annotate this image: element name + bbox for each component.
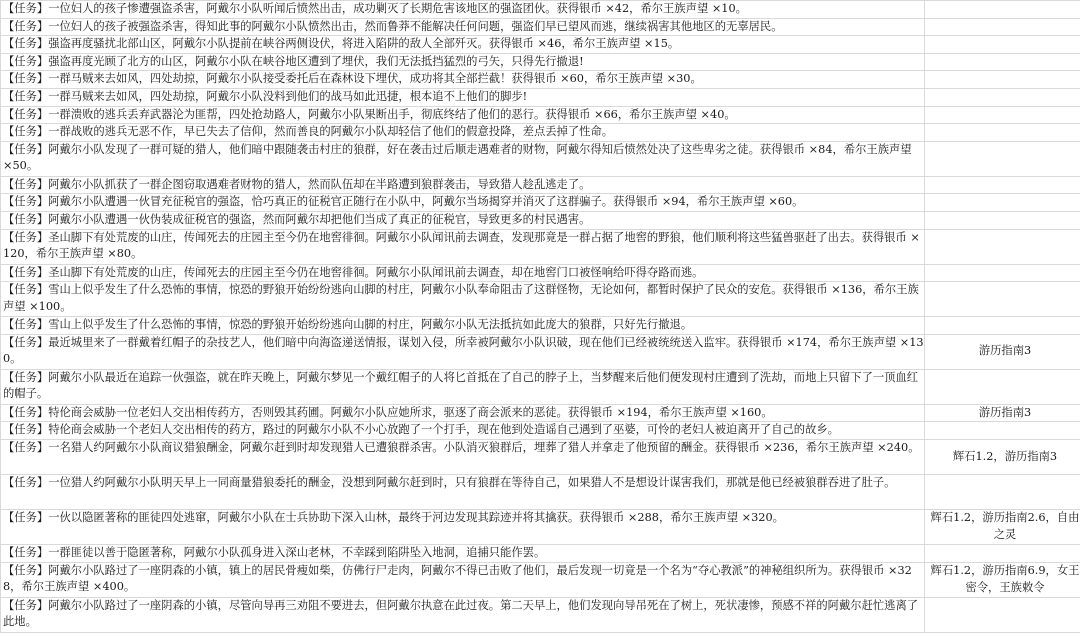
table-row: [1, 544, 1080, 562]
table-row: [1, 439, 1080, 474]
reward-cell[interactable]: [925, 229, 1080, 264]
reward-cell[interactable]: [925, 544, 1080, 562]
reward-cell[interactable]: 辉石1.2，游历指南6.9，女王密令，王族敕令: [925, 562, 1080, 597]
reward-cell[interactable]: [925, 71, 1080, 89]
reward-cell[interactable]: [925, 36, 1080, 54]
task-description-cell[interactable]: 【任务】阿戴尔小队路过了一座阴森的小镇，尽管向导再三劝阻不要进去，但阿戴尔执意在此过夜。第二天早上，他们发现向导吊死在了树上，死状凄惨，预感不祥的阿戴尔赶忙逃离了此地。: [1, 597, 925, 632]
table-row: [1, 369, 1080, 404]
table-row: [1, 562, 1080, 597]
reward-cell[interactable]: [925, 282, 1080, 317]
table-row: [1, 53, 1080, 71]
table-row: [1, 282, 1080, 317]
table-row: [1, 36, 1080, 54]
table-row: [1, 229, 1080, 264]
table-row: [1, 597, 1080, 632]
table-row: [1, 509, 1080, 544]
reward-cell[interactable]: [925, 194, 1080, 212]
task-description-cell[interactable]: 【任务】阿戴尔小队遭遇一伙伪装成征税官的强盗，然而阿戴尔却把他们当成了真正的征税官，导致更多的村民遇害。: [1, 211, 925, 229]
task-description-cell[interactable]: 【任务】一群马贼来去如风，四处劫掠，阿戴尔小队接受委托后在森林设下埋伏，成功将其全部拦截！获得银币 ×60，希尔王族声望 ×30。: [1, 71, 925, 89]
table-row: [1, 211, 1080, 229]
reward-cell[interactable]: [925, 317, 1080, 335]
table-row: [1, 124, 1080, 142]
task-description-cell[interactable]: 【任务】雪山上似乎发生了什么恐怖的事情，惊恐的野狼开始纷纷逃向山脚的村庄，阿戴尔小队奉命阻击了这群怪物，无论如何，都暂时保护了民众的安危。获得银币 ×136，希尔王族声望 ×100。: [1, 282, 925, 317]
task-description-cell[interactable]: 【任务】一群战败的逃兵无恶不作，早已失去了信仰，然而善良的阿戴尔小队却轻信了他们的假意投降，差点丢掉了性命。: [1, 124, 925, 142]
task-description-cell[interactable]: 【任务】阿戴尔小队最近在追踪一伙强盗，就在昨天晚上，阿戴尔梦见一个戴红帽子的人将匕首抵在了自己的脖子上，当梦醒来后他们便发现村庄遭到了洗劫，而地上只留下了一顶血红的帽子。: [1, 369, 925, 404]
task-description-cell[interactable]: 【任务】一位妇人的孩子惨遭强盗杀害，阿戴尔小队听闻后愤然出击，成功剿灭了长期危害该地区的强盗团伙。获得银币 ×42，希尔王族声望 ×10。: [1, 1, 925, 19]
table-row: [1, 176, 1080, 194]
reward-cell[interactable]: 辉石1.2，游历指南3: [925, 439, 1080, 474]
table-row: [1, 141, 1080, 176]
task-description-cell[interactable]: 【任务】一群匪徒以善于隐匿著称，阿戴尔小队孤身进入深山老林，不幸踩到陷阱坠入地洞，追捕只能作罢。: [1, 544, 925, 562]
reward-cell[interactable]: [925, 88, 1080, 106]
reward-cell[interactable]: [925, 597, 1080, 632]
reward-cell[interactable]: [925, 369, 1080, 404]
reward-cell[interactable]: [925, 211, 1080, 229]
task-description-cell[interactable]: 【任务】阿戴尔小队发现了一群可疑的猎人，他们暗中跟随袭击村庄的狼群，好在袭击过后顺走遇难者的财物，阿戴尔得知后愤然处决了这些卑劣之徒。获得银币 ×84，希尔王族声望 ×50。: [1, 141, 925, 176]
task-description-cell[interactable]: 【任务】强盗再度光顾了北方的山区，阿戴尔小队在峡谷地区遭到了埋伏，我们无法抵挡猛烈的弓矢，只得先行撤退!: [1, 53, 925, 71]
reward-cell[interactable]: 辉石1.2，游历指南2.6，自由之灵: [925, 509, 1080, 544]
reward-cell[interactable]: [925, 474, 1080, 509]
table-row: [1, 264, 1080, 282]
table-row: [1, 88, 1080, 106]
task-description-cell[interactable]: 【任务】圣山脚下有处荒废的山庄，传闻死去的庄园主至今仍在地窖徘徊。阿戴尔小队闻讯前去调查，却在地窖门口被怪响给吓得夺路而逃。: [1, 264, 925, 282]
task-description-cell[interactable]: 【任务】最近城里来了一群戴着红帽子的杂技艺人，他们暗中向海盗递送情报，谋划入侵，所幸被阿戴尔小队识破，现在他们已经被统统送入监牢。获得银币 ×174，希尔王族声望 ×130。: [1, 334, 925, 369]
table-row: [1, 334, 1080, 369]
task-description-cell[interactable]: 【任务】一名猎人约阿戴尔小队商议猎狼酬金，阿戴尔赶到时却发现猎人已遭狼群杀害。小队消灭狼群后，埋葬了猎人并拿走了他预留的酬金。获得银币 ×236，希尔王族声望 ×240。: [1, 439, 925, 474]
reward-cell[interactable]: [925, 176, 1080, 194]
task-description-cell[interactable]: 【任务】一伙以隐匿著称的匪徒四处逃窜，阿戴尔小队在士兵协助下深入山林，最终于河边发现其踪迹并将其擒获。获得银币 ×288，希尔王族声望 ×320。: [1, 509, 925, 544]
task-description-cell[interactable]: 【任务】阿戴尔小队路过了一座阴森的小镇，镇上的居民骨瘦如柴，仿佛行尸走肉，阿戴尔不得已击败了他们，最后发现一切竟是一个名为“夺心教派”的神秘组织所为。获得银币 ×328，希尔王族声望 ×400。: [1, 562, 925, 597]
task-description-cell[interactable]: 【任务】一位妇人的孩子被强盗杀害，得知此事的阿戴尔小队愤然出击，然而鲁莽不能解决任何问题，强盗们早已望风而逃，继续祸害其他地区的无辜居民。: [1, 18, 925, 36]
reward-cell[interactable]: [925, 141, 1080, 176]
table-row: [1, 404, 1080, 422]
table-row: [1, 194, 1080, 212]
reward-cell[interactable]: [925, 18, 1080, 36]
reward-cell[interactable]: 游历指南3: [925, 404, 1080, 422]
task-description-cell[interactable]: 【任务】一位猎人约阿戴尔小队明天早上一同商量猎狼委托的酬金，没想到阿戴尔赶到时，只有狼群在等待自己，如果猎人不是想设计谋害我们，那就是他已经被狼群吞进了肚子。: [1, 474, 925, 509]
task-description-cell[interactable]: 【任务】阿戴尔小队抓获了一群企图窃取遇难者财物的猎人，然而队伍却在半路遭到狼群袭击，导致猎人趁乱逃走了。: [1, 176, 925, 194]
reward-cell[interactable]: 游历指南3: [925, 334, 1080, 369]
task-description-cell[interactable]: 【任务】圣山脚下有处荒废的山庄，传闻死去的庄园主至今仍在地窖徘徊。阿戴尔小队闻讯前去调查，发现那竟是一群占据了地窖的野狼，他们顺利将这些猛兽驱赶了出去。获得银币 ×120，希尔王族声望 ×80。: [1, 229, 925, 264]
table-row: [1, 18, 1080, 36]
reward-cell[interactable]: [925, 106, 1080, 124]
task-description-cell[interactable]: 【任务】一群马贼来去如风，四处劫掠，阿戴尔小队没料到他们的战马如此迅捷，根本追不上他们的脚步!: [1, 88, 925, 106]
table-row: [1, 317, 1080, 335]
table-row: [1, 106, 1080, 124]
table-row: [1, 71, 1080, 89]
table-row: [1, 474, 1080, 509]
task-description-cell[interactable]: 【任务】雪山上似乎发生了什么恐怖的事情，惊恐的野狼开始纷纷逃向山脚的村庄，阿戴尔小队无法抵抗如此庞大的狼群，只好先行撤退。: [1, 317, 925, 335]
reward-cell[interactable]: [925, 1, 1080, 19]
table-row: [1, 422, 1080, 440]
table-row: [1, 1, 1080, 19]
task-description-cell[interactable]: 【任务】特伦商会威胁一位老妇人交出相传药方，否则毁其药圃。阿戴尔小队应她所求，驱逐了商会派来的恶徒。获得银币 ×194，希尔王族声望 ×160。: [1, 404, 925, 422]
reward-cell[interactable]: [925, 124, 1080, 142]
task-description-cell[interactable]: 【任务】特伦商会威胁一个老妇人交出相传的药方，路过的阿戴尔小队不小心放跑了一个打手，现在他到处造谣自己遇到了巫婆，可怜的老妇人被迫离开了自己的故乡。: [1, 422, 925, 440]
task-description-cell[interactable]: 【任务】一群溃败的逃兵丢弃武器沦为匪帮，四处抢劫路人，阿戴尔小队果断出手，彻底终结了他们的恶行。获得银币 ×66，希尔王族声望 ×40。: [1, 106, 925, 124]
reward-cell[interactable]: [925, 264, 1080, 282]
reward-cell[interactable]: [925, 53, 1080, 71]
task-description-cell[interactable]: 【任务】强盗再度骚扰北部山区，阿戴尔小队提前在峡谷两侧设伏，将进入陷阱的敌人全部歼灭。获得银币 ×46，希尔王族声望 ×15。: [1, 36, 925, 54]
task-description-cell[interactable]: 【任务】阿戴尔小队遭遇一伙冒充征税官的强盗，恰巧真正的征税官正随行在小队中，阿戴尔当场揭穿并消灭了这群骗子。获得银币 ×94，希尔王族声望 ×60。: [1, 194, 925, 212]
reward-cell[interactable]: [925, 422, 1080, 440]
